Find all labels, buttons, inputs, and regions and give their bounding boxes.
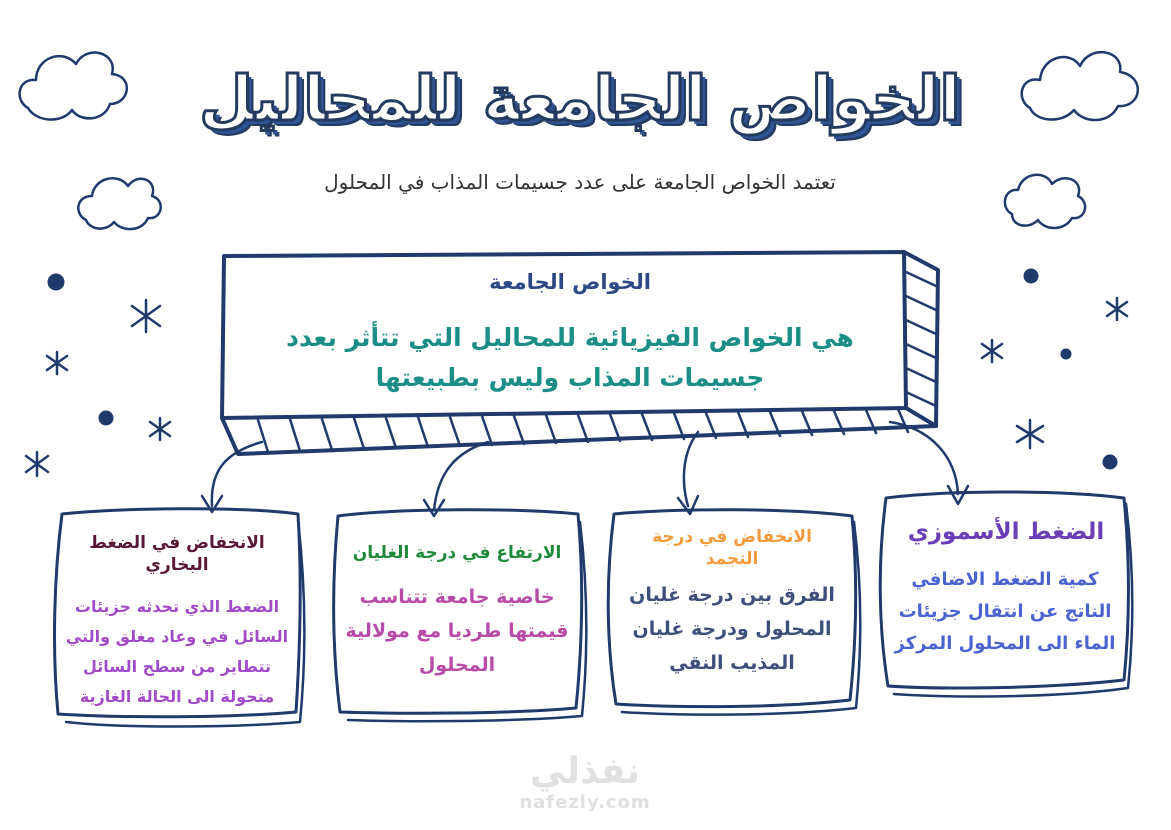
arrow-icon [890,422,958,494]
card-freezing-point-title: الانخفاض في درجة التجمد [652,527,812,569]
star-icon [1107,298,1127,320]
card-vapor-pressure-body: الضغط الذي تحدثه جزيئات السائل في وعاد مغلق والتي تتطاير من سطح السائل متحولة الى الحالة الغازية [65,597,289,706]
main-box-bottom-side [222,418,936,454]
dot-icon [1061,349,1071,359]
cloud-icon [1022,52,1138,120]
dot-icon [1024,269,1038,283]
watermark [480,752,690,813]
page-title: الخواص الجامعة للمحاليل [199,62,961,135]
page-subtitle: تعتمد الخواص الجامعة على عدد جسيمات المذاب في المحلول [324,170,836,194]
cloud-icon [20,53,127,120]
watermark-arabic: نفذلي [529,751,641,792]
main-box-definition: هي الخواص الفيزيائية للمحاليل التي تتأثر بعدد جسيمات المذاب وليس بطبيعتها [286,323,854,392]
dot-icon [1103,455,1117,469]
cloud-icon [78,178,160,229]
star-icon [47,352,67,374]
cloud-icon [1005,175,1085,228]
card-osmotic-pressure-title: الضغط الأسموزي [907,519,1105,545]
arrow-icon [684,432,698,506]
dot-icon [48,274,64,290]
star-icon [132,300,160,332]
star-icon [982,340,1002,362]
card-boiling-point-body: خاصية جامعة تتناسب قيمتها طرديا مع مولالية المحلول [345,586,569,676]
card-boiling-point-title: الارتفاع في درجة الغليان [352,543,562,563]
watermark-url: nafezly.com [519,792,651,813]
star-icon [150,418,170,440]
card-osmotic-pressure-body: كمية الضغط الاضافي الناتج عن انتقال جزيئات الماء الى المحلول المركز [894,569,1116,654]
card-vapor-pressure-title: الانخفاض في الضغط البخاري [89,533,265,575]
arrow-icon [434,442,488,510]
star-icon [1017,420,1043,448]
star-icon [26,452,48,476]
card-freezing-point-body: الفرق بين درجة غليان المحلول ودرجة غليان المذيب النقي [629,584,835,674]
main-box-title: الخواص الجامعة [489,270,651,294]
dot-icon [99,411,113,425]
